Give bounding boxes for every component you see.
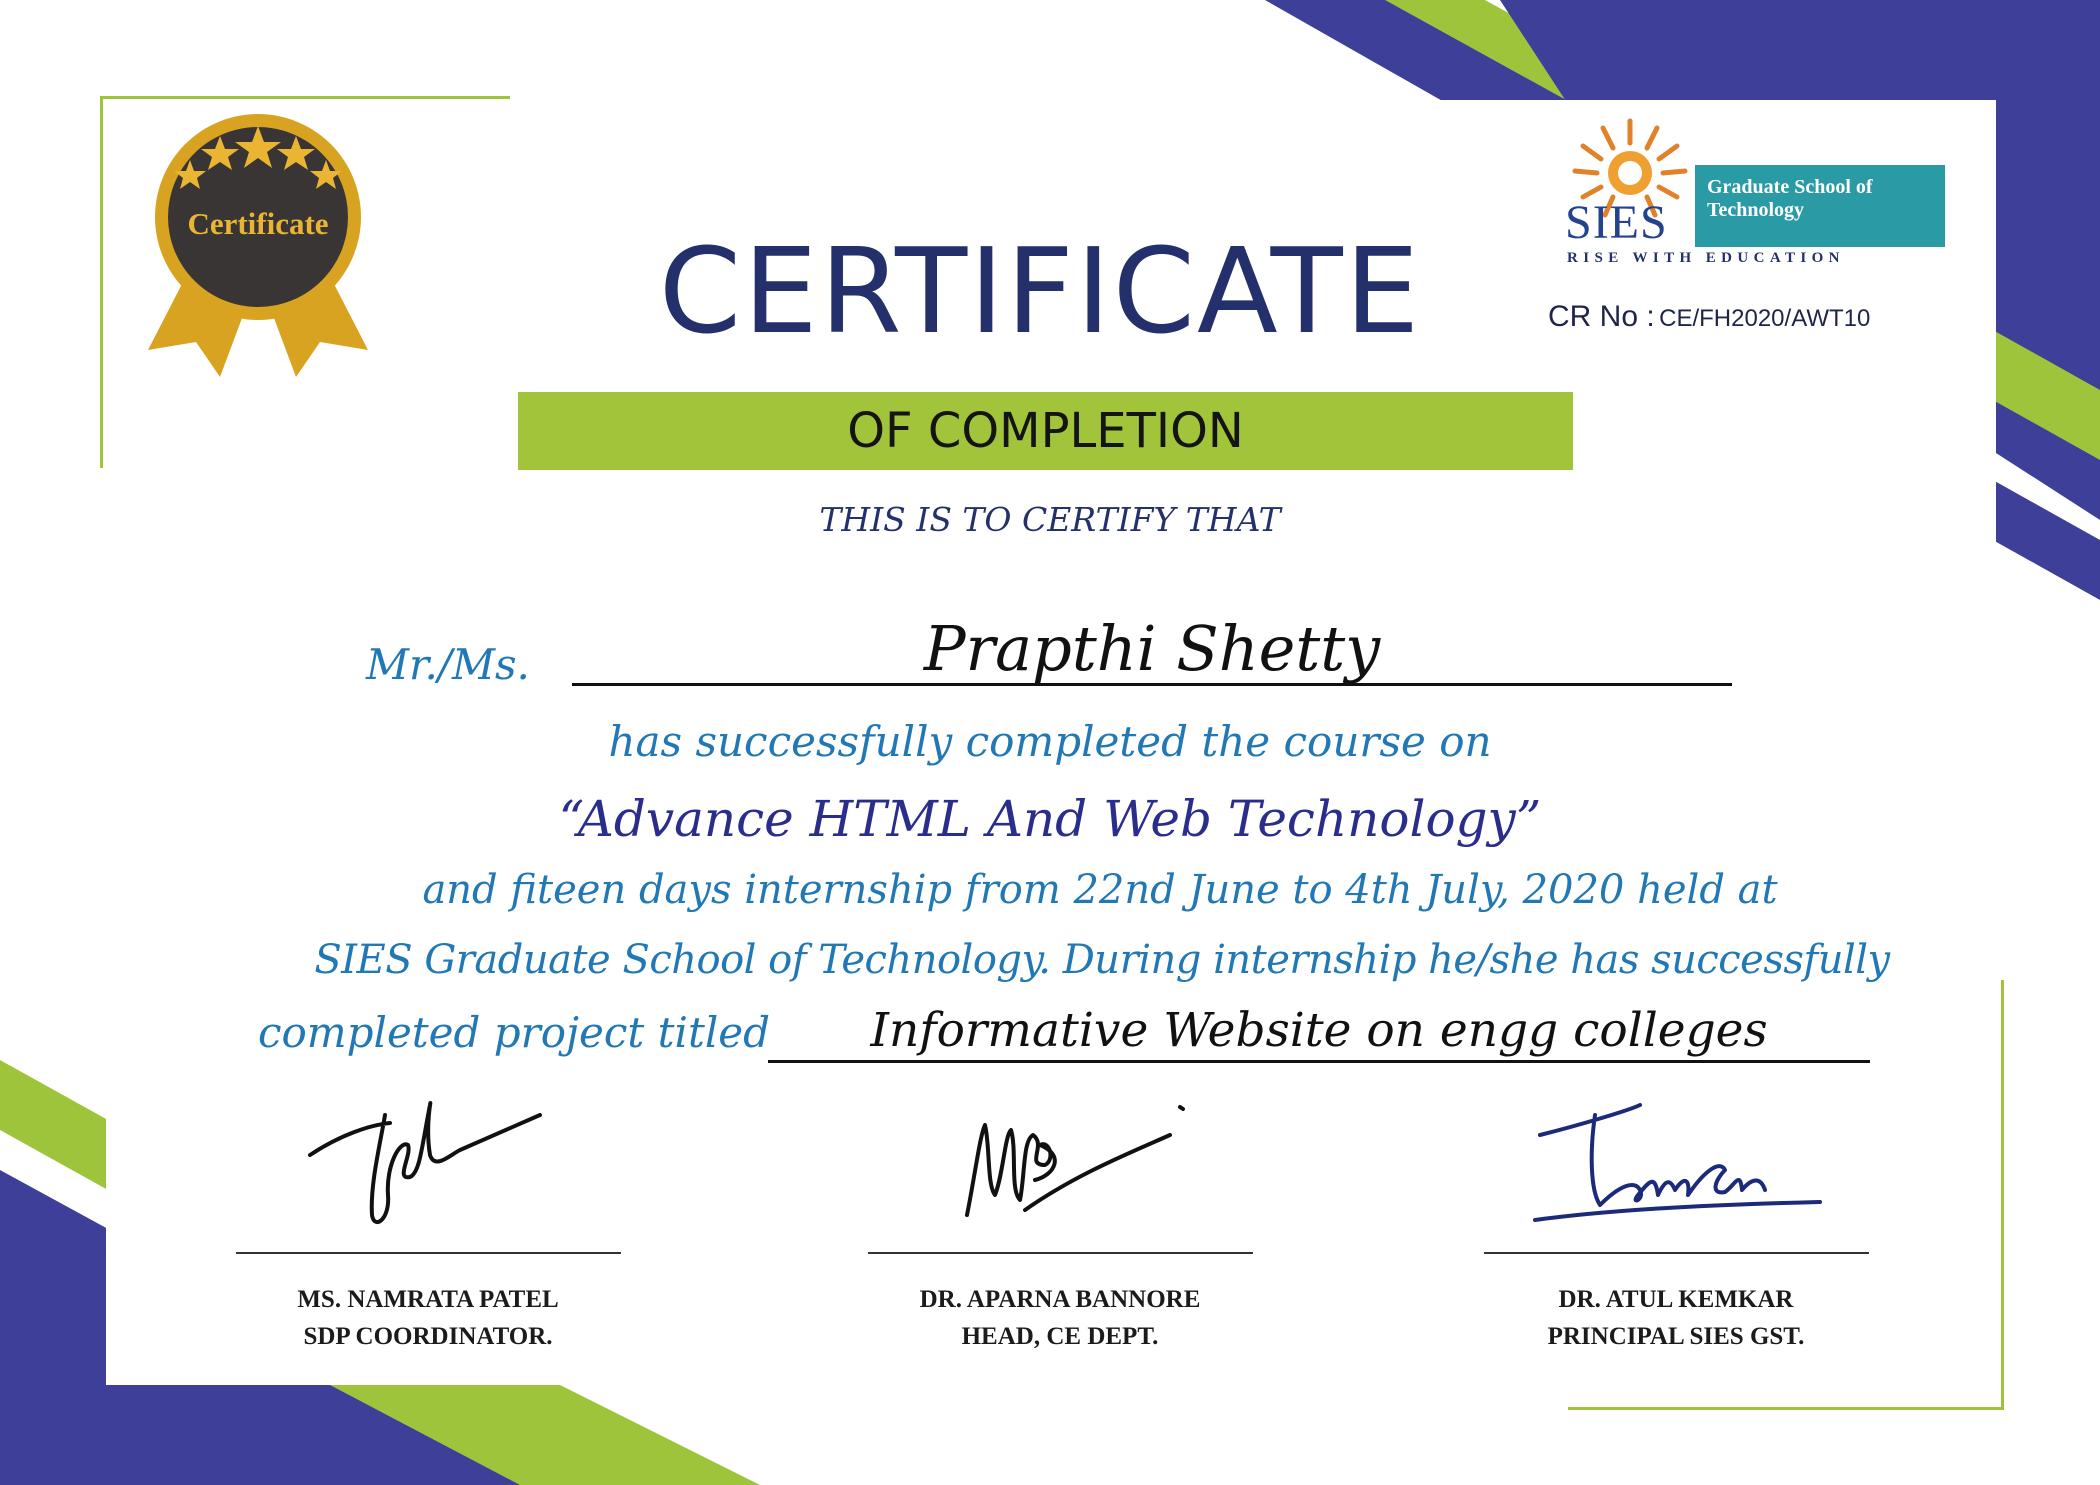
- cr-label: CR No :: [1548, 300, 1655, 333]
- cr-value: CE/FH2020/AWT10: [1659, 305, 1871, 332]
- logo-school-line2: Technology: [1707, 199, 1805, 221]
- course-title: “Advance HTML And Web Technology”: [558, 790, 1542, 848]
- logo-school-line1: Graduate School of: [1707, 176, 1873, 198]
- signatory-3-role: PRINCIPAL SIES GST.: [1547, 1323, 1805, 1350]
- signature-1-icon: [300, 1085, 550, 1235]
- signature-3-icon: [1520, 1090, 1830, 1240]
- logo-school-panel: [1695, 165, 1945, 247]
- signatory-2-role: HEAD, CE DEPT.: [961, 1323, 1159, 1350]
- badge-label: Certificate: [187, 206, 329, 241]
- signature-line-3: [1484, 1252, 1869, 1254]
- logo-brand: SIES: [1565, 196, 1668, 249]
- project-underline: [768, 1060, 1870, 1063]
- signatory-2-name: DR. APARNA BANNORE: [919, 1286, 1201, 1313]
- sies-logo: [1565, 113, 1950, 273]
- signatory-1-name: MS. NAMRATA PATEL: [297, 1286, 559, 1313]
- corner-bracket-top-left: [100, 96, 510, 99]
- project-title: Informative Website on engg colleges: [870, 1003, 1768, 1058]
- signature-line-1: [236, 1252, 621, 1254]
- corner-bracket-top-left-vertical: [100, 96, 103, 468]
- signature-line-2: [868, 1252, 1253, 1254]
- cr-number: [1548, 300, 1870, 334]
- body-line-2: and fiteen days internship from 22nd June to 4th July, 2020 held at: [422, 867, 1778, 913]
- certify-text: THIS IS TO CERTIFY THAT: [819, 500, 1281, 539]
- signature-2-icon: [955, 1095, 1195, 1225]
- body-line-1: has successfully completed the course on: [608, 717, 1492, 766]
- logo-tagline: RISE WITH EDUCATION: [1567, 250, 1845, 266]
- ribbon-badge-icon: [128, 112, 388, 382]
- salutation: Mr./Ms.: [366, 640, 530, 689]
- signatory-2: [850, 1281, 1270, 1355]
- certificate-subtitle: OF COMPLETION: [847, 403, 1244, 459]
- signatory-1-role: SDP COORDINATOR.: [303, 1323, 553, 1350]
- certificate-title: CERTIFICATE: [658, 222, 1422, 360]
- body-line-4: completed project titled: [258, 1008, 771, 1057]
- signatory-3-name: DR. ATUL KEMKAR: [1558, 1286, 1794, 1313]
- subtitle-band: [518, 392, 1573, 470]
- corner-bracket-bottom-right-vertical: [2001, 980, 2004, 1410]
- signatory-3: [1466, 1281, 1886, 1355]
- body-line-3: SIES Graduate School of Technology. During internship he/she has successfully: [314, 937, 1890, 983]
- recipient-name: Prapthi Shetty: [923, 612, 1381, 685]
- corner-bracket-bottom-right: [1568, 1407, 2004, 1410]
- signatory-1: [218, 1281, 638, 1355]
